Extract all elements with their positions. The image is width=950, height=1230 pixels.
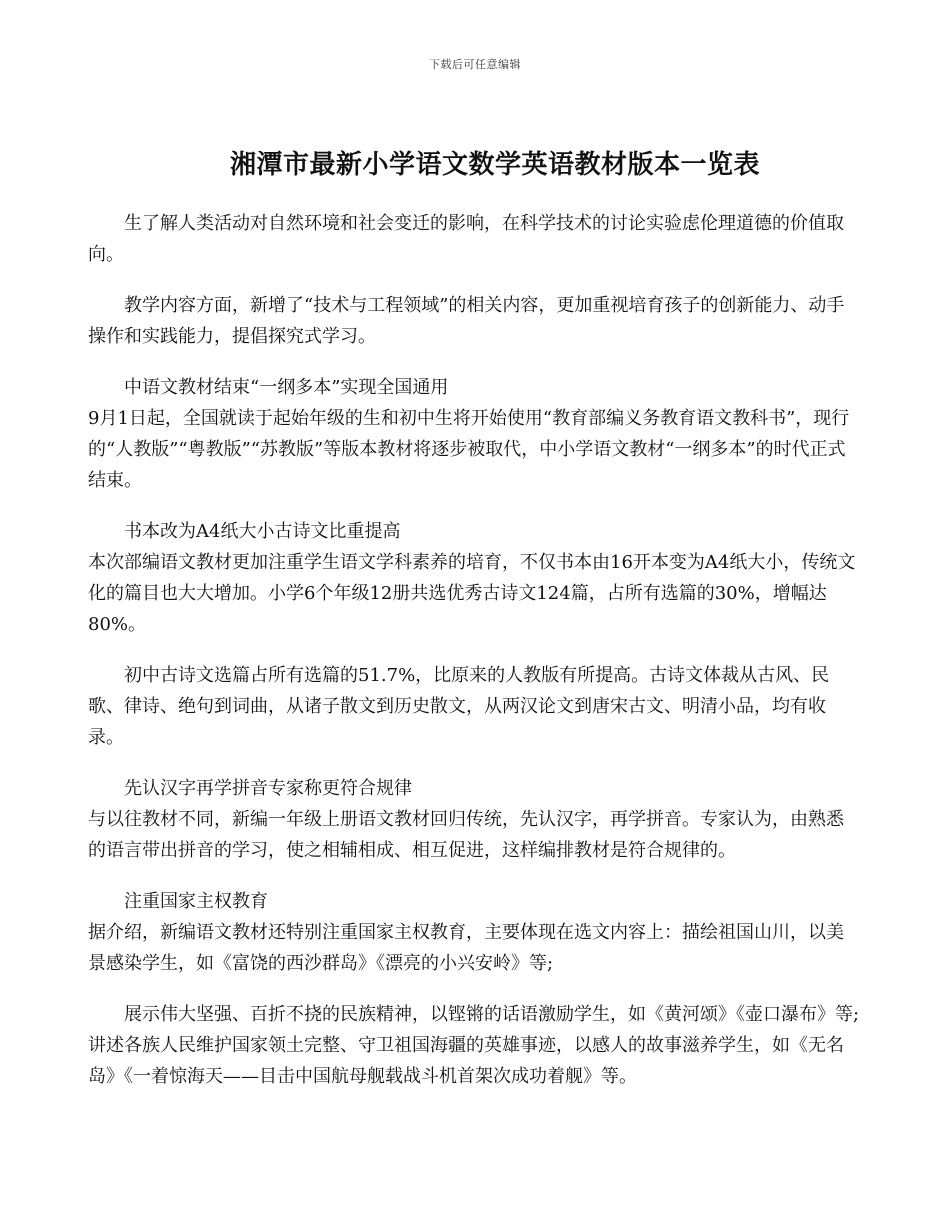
paragraph-4: 展示伟大坚强、百折不挠的民族精神，以铿锵的话语激励学生，如《黄河颂》《壶口瀑布》等;讲述各族人民维护国家领土完整、守卫祖国海疆的英雄事迹，以感人的故事滋养学生，如《无名岛》《一着惊海天——目击中国航母舰载战斗机首架次成功着舰》等。 bbox=[88, 1004, 860, 1087]
paragraph-3: 初中古诗文选篇占所有选篇的51.7%，比原来的人教版有所提高。古诗文体裁从古风、民歌、律诗、绝句到词曲，从诸子散文到历史散文，从两汉论文到唐宋古文、明清小品，均有收录。 bbox=[88, 665, 830, 748]
document-body bbox=[88, 208, 860, 1112]
section-body: 9月1日起，全国就读于起始年级的生和初中生将开始使用“教育部编义务教育语文教科书”，现行的“人教版”“粤教版”“苏教版”等版本教材将逐步被取代，中小学语文教材“一纲多本”的时代正式结束。 bbox=[88, 408, 850, 491]
section-heading: 中语文教材结束“一纲多本”实现全国通用 bbox=[124, 377, 449, 398]
section-heading: 先认汉字再学拼音专家称更符合规律 bbox=[124, 778, 412, 799]
paragraph-2: 教学内容方面，新增了“技术与工程领域”的相关内容，更加重视培育孩子的创新能力、动手操作和实践能力，提倡探究式学习。 bbox=[88, 295, 845, 347]
section-body: 本次部编语文教材更加注重学生语文学科素养的培育，不仅书本由16开本变为A4纸大小，传统文化的篇目也大大增加。小学6个年级12册共选优秀古诗文124篇，占所有选篇的30%，增幅达80%。 bbox=[88, 552, 856, 635]
section-3 bbox=[88, 773, 860, 866]
paragraph-1: 生了解人类活动对自然环境和社会变迁的影响，在科学技术的讨论实验虑伦理道德的价值取向。 bbox=[88, 213, 844, 265]
section-body: 据介绍，新编语文教材还特别注重国家主权教育，主要体现在选文内容上：描绘祖国山川，以美景感染学生，如《富饶的西沙群岛》《漂亮的小兴安岭》等; bbox=[88, 922, 844, 974]
section-4 bbox=[88, 886, 860, 979]
section-heading: 注重国家主权教育 bbox=[124, 891, 268, 912]
section-body: 与以往教材不同，新编一年级上册语文教材回归传统，先认汉字，再学拼音。专家认为，由熟悉的语言带出拼音的学习，使之相辅相成、相互促进，这样编排教材是符合规律的。 bbox=[88, 809, 844, 861]
page-title: 湘潭市最新小学语文数学英语教材版本一览表 bbox=[229, 150, 760, 180]
section-2 bbox=[88, 516, 860, 640]
section-1 bbox=[88, 372, 860, 496]
section-heading: 书本改为A4纸大小古诗文比重提高 bbox=[124, 521, 401, 542]
header-note: 下载后可任意编辑 bbox=[429, 58, 521, 71]
